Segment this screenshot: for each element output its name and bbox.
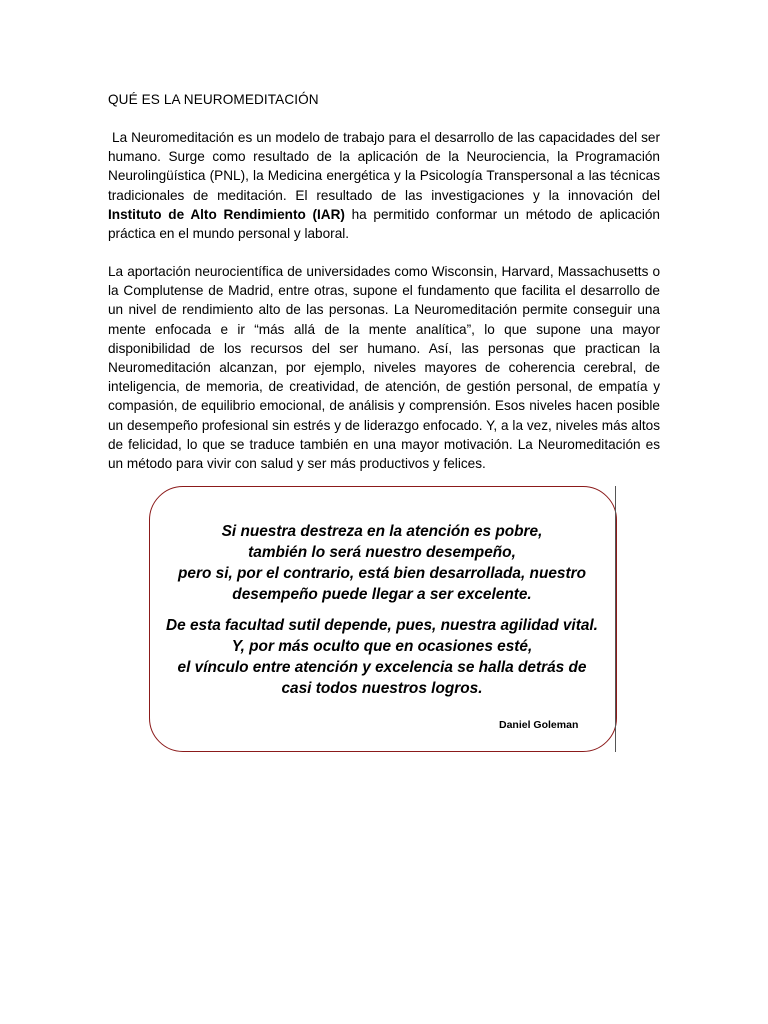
paragraph-intro-text-end: ha permitido conformar un método de aplicación práctica en el mundo personal y laboral.: [108, 206, 660, 242]
paragraph-intro-text: La Neuromeditación es un modelo de trabajo para el desarrollo de las capacidades del ser humano. Surge como resultado de la aplicación de la Neurociencia, la Programación Neurolingüística (PNL), la Medicina energética y la Psicología Transpersonal a las técnicas tradicionales de meditación. El resultado de las investigaciones y la innovación del: [108, 130, 661, 203]
institute-name: Instituto de Alto Rendimiento (IAR): [108, 206, 345, 222]
quote-line: Y, por más oculto que en ocasiones esté,: [231, 638, 533, 655]
quote-line: pero si, por el contrario, está bien desarrollada, nuestro: [178, 565, 586, 582]
paragraph-intro: [108, 128, 660, 243]
quote-line: desempeño puede llegar a ser excelente.: [232, 586, 532, 603]
quote-stanza-gap: [149, 605, 615, 615]
quote-box-edge: [615, 486, 616, 752]
quote-line: Si nuestra destreza en la atención es pobre,: [221, 523, 543, 540]
quote-line: el vínculo entre atención y excelencia se halla detrás de: [177, 659, 587, 676]
quote-author: Daniel Goleman: [499, 719, 579, 731]
page-title: QUÉ ES LA NEUROMEDITACIÓN: [108, 92, 319, 107]
quote-line: también lo será nuestro desempeño,: [248, 544, 516, 561]
quote-text: [149, 521, 615, 699]
quote-line: De esta facultad sutil depende, pues, nuestra agilidad vital.: [166, 617, 598, 634]
paragraph-research: La aportación neurocientífica de universidades como Wisconsin, Harvard, Massachusetts o la Complutense de Madrid, entre otras, supone el fundamento que facilita el desarrollo de un nivel de rendimiento alto de las personas. La Neuromeditación permite conseguir una mente enfocada e ir “más allá de la mente analítica”, lo que supone una mayor disponibilidad de los recursos del ser humano. Así, las personas que practican la Neuromeditación alcanzan, por ejemplo, niveles mayores de coherencia cerebral, de inteligencia, de memoria, de creatividad, de atención, de gestión personal, de empatía y compasión, de equilibrio emocional, de análisis y comprensión. Esos niveles hacen posible un desempeño profesional sin estrés y de liderazgo enfocado. Y, a la vez, niveles más altos de felicidad, lo que se traduce también en una mayor motivación. La Neuromeditación es un método para vivir con salud y ser más productivos y felices.: [108, 264, 660, 472]
quote-line: casi todos nuestros logros.: [281, 680, 483, 697]
